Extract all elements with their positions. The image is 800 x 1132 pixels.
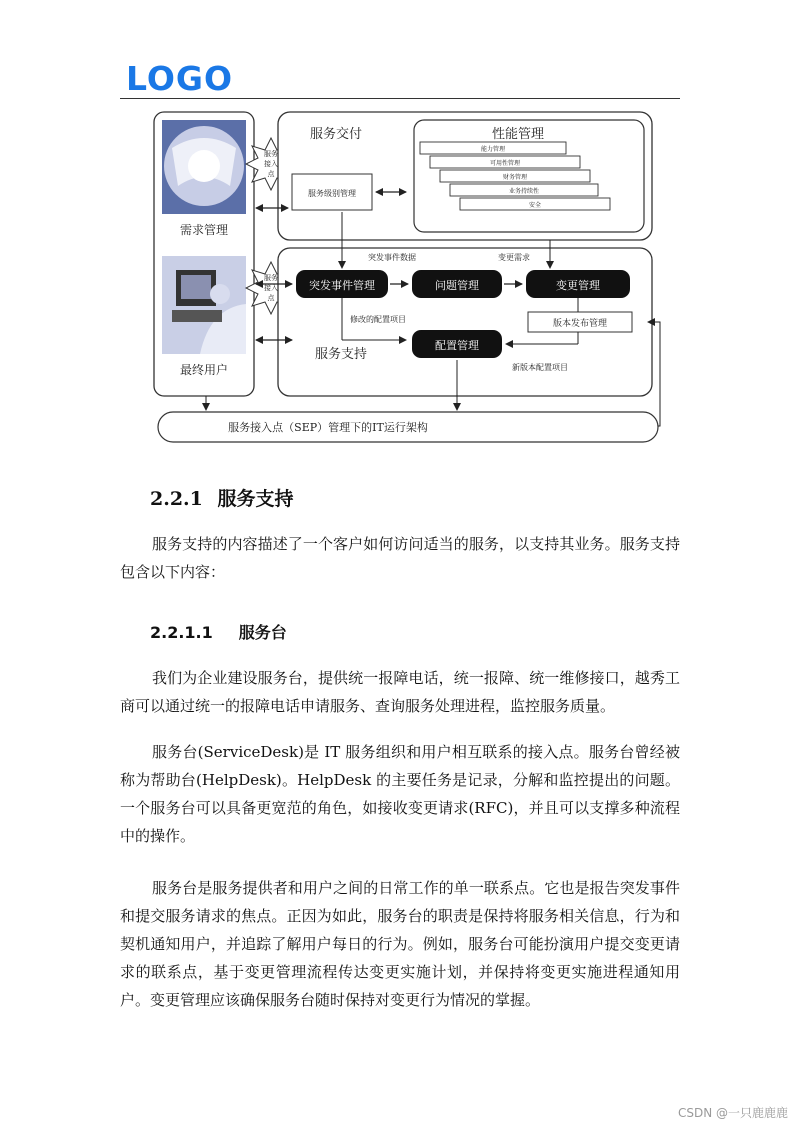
incident-data-label: 突发事件数据 [368,253,416,262]
release-mgmt-label: 版本发布管理 [552,319,608,329]
watermark: CSDN @一只鹿鹿鹿 [677,1106,788,1120]
modified-config-label: 修改的配置项目 [350,315,406,324]
svg-text:业务持续性: 业务持续性 [508,188,540,195]
svg-text:可用性管理: 可用性管理 [489,160,521,167]
service-support-title: 服务支持 [315,347,368,362]
section-title: 服务支持 [217,488,294,510]
change-request-label: 变更需求 [498,253,530,262]
end-user-label: 最终用户 [179,363,229,377]
svg-text:服务: 服务 [264,274,278,282]
subsection-title: 服务台 [238,623,287,642]
svg-text:点: 点 [267,170,275,178]
problem-mgmt-label: 问题管理 [435,279,479,292]
demand-mgmt-label: 需求管理 [179,223,229,237]
svg-text:点: 点 [267,294,275,302]
config-mgmt-label: 配置管理 [435,339,479,352]
svg-text:服务: 服务 [264,150,278,158]
change-mgmt-label: 变更管理 [556,279,600,292]
bottom-architecture-label: 服务接入点（SEP）管理下的IT运行架构 [228,421,428,434]
service-delivery-title: 服务交付 [310,127,363,142]
svg-text:财务管理: 财务管理 [502,174,528,181]
paragraph: 我们为企业建设服务台，提供统一报障电话，统一报障、统一维修接口，越秀工商可以通过统一的报障电话申请服务、查询服务处理进程，监控服务质量。 [120,669,680,715]
section-number: 2.2.1 [150,488,203,510]
subsection-number: 2.2.1.1 [150,623,213,642]
svg-text:接入: 接入 [264,160,278,168]
header-divider [120,98,680,99]
itil-architecture-diagram [150,108,662,448]
new-version-config-label: 新版本配置项目 [512,363,568,372]
performance-mgmt-title: 性能管理 [491,127,545,142]
svg-text:接入: 接入 [264,284,278,292]
incident-mgmt-label: 突发事件管理 [309,279,375,292]
logo: LOGO [126,59,234,98]
paragraph: 服务台(ServiceDesk)是 IT 服务组织和用户相互联系的接入点。服务台曾经被称为帮助台(HelpDesk)。HelpDesk 的主要任务是记录，分解和监控提出的问题。一个服务台可以具备更宽范的角色，如接收变更请求(RFC)，并且可以支撑多种流程中的操作。 [120,743,680,845]
sla-label: 服务级别管理 [308,189,356,198]
section-heading [150,484,294,511]
intro-paragraph: 服务支持的内容描述了一个客户如何访问适当的服务，以支持其业务。服务支持包含以下内容： [120,535,680,581]
paragraph: 服务台是服务提供者和用户之间的日常工作的单一联系点。它也是报告突发事件和提交服务请求的焦点。正因为如此，服务台的职责是保持将服务相关信息，行为和契机通知用户，并追踪了解用户每日的行为。例如，服务台可能扮演用户提交变更请求的联系点，基于变更管理流程传达变更实施计划，并保持将变更实施进程通知用户。变更管理应该确保服务台随时保持对变更行为情况的掌握。 [120,879,680,1009]
svg-text:安全: 安全 [528,202,542,209]
subsection-heading [150,620,287,643]
svg-text:能力管理: 能力管理 [480,146,506,153]
